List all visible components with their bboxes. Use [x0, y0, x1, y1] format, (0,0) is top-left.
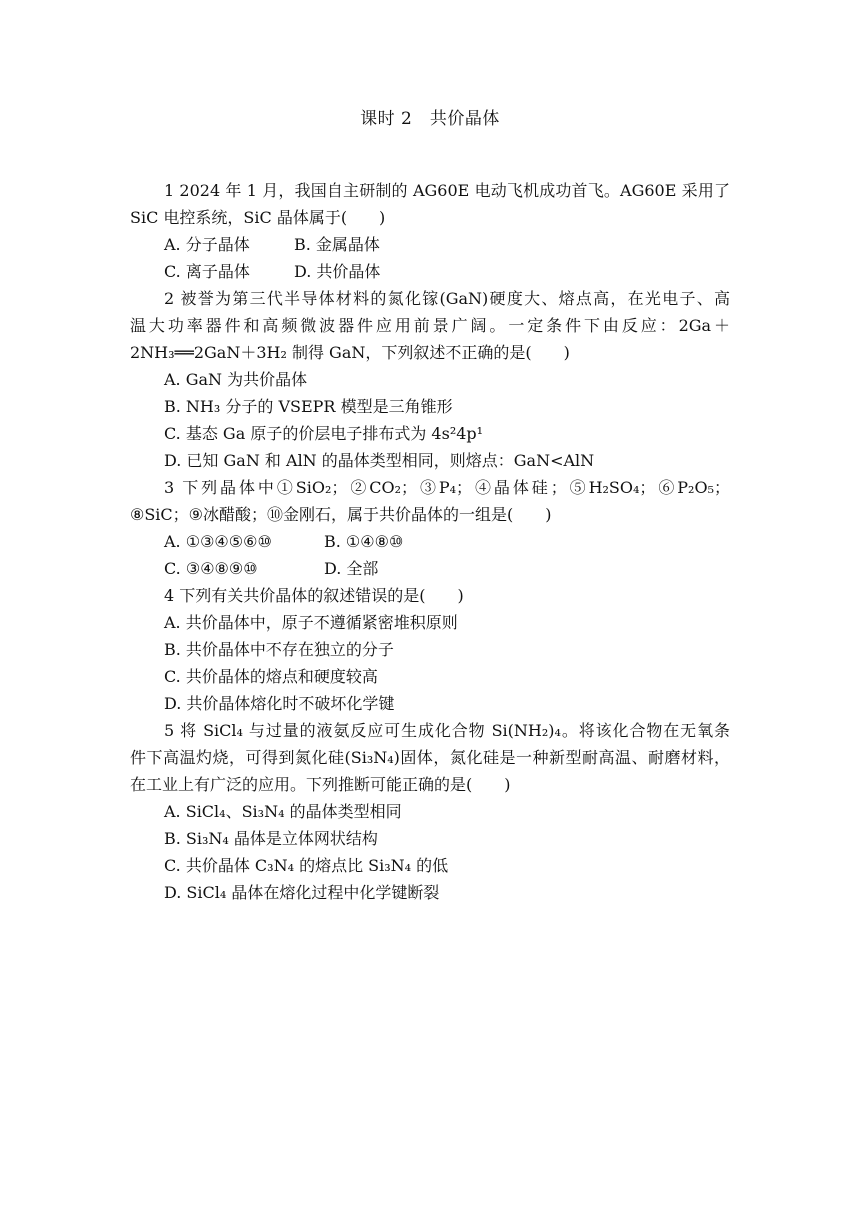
question-3-options-row-1 [130, 528, 730, 555]
question-1-options-row-2 [130, 258, 730, 285]
question-1-option-c: C. 离子晶体 [164, 262, 250, 281]
question-5-stem-line-3: 在工业上有广泛的应用。下列推断可能正确的是( ) [130, 775, 511, 794]
question-2-stem-line-2: 温大功率器件和高频微波器件应用前景广阔。一定条件下由反应：2Ga＋ [130, 316, 730, 335]
question-5-option-d: D. SiCl₄ 晶体在熔化过程中化学键断裂 [164, 883, 440, 902]
question-5-option-a: A. SiCl₄、Si₃N₄ 的晶体类型相同 [164, 802, 402, 821]
page-title: 课时 2 共价晶体 [360, 109, 500, 129]
question-1-option-d: D. 共价晶体 [294, 262, 381, 281]
question-3-option-a: A. ①③④⑤⑥⑩ [164, 532, 272, 551]
question-2-option-c: C. 基态 Ga 原子的价层电子排布式为 4s²4p¹ [164, 424, 484, 443]
question-3-stem-line-1: 3 下列晶体中①SiO₂；②CO₂；③P₄；④晶体硅；⑤H₂SO₄；⑥P₂O₅； [164, 478, 730, 497]
question-3-options-row-2 [130, 555, 730, 582]
question-4-stem-line-1: 4 下列有关共价晶体的叙述错误的是( ) [164, 586, 464, 605]
question-4-option-c: C. 共价晶体的熔点和硬度较高 [164, 667, 378, 686]
question-3-option-d: D. 全部 [324, 559, 379, 578]
question-2-option-b: B. NH₃ 分子的 VSEPR 模型是三角锥形 [164, 397, 453, 416]
question-1-options-row-1 [130, 231, 730, 258]
question-5-option-c: C. 共价晶体 C₃N₄ 的熔点比 Si₃N₄ 的低 [164, 856, 449, 875]
question-2-stem-line-1: 2 被誉为第三代半导体材料的氮化镓(GaN)硬度大、熔点高，在光电子、高 [164, 289, 730, 308]
question-list [130, 177, 730, 906]
question-3-option-b: B. ①④⑧⑩ [324, 532, 404, 551]
question-2-option-a: A. GaN 为共价晶体 [164, 370, 308, 389]
question-5-option-b: B. Si₃N₄ 晶体是立体网状结构 [164, 829, 378, 848]
question-5-stem-line-2: 件下高温灼烧，可得到氮化硅(Si₃N₄)固体，氮化硅是一种新型耐高温、耐磨材料， [130, 748, 730, 767]
question-4-option-b: B. 共价晶体中不存在独立的分子 [164, 640, 394, 659]
question-2-option-d: D. 已知 GaN 和 AlN 的晶体类型相同，则熔点：GaN<AlN [164, 451, 595, 470]
question-1-option-b: B. 金属晶体 [294, 235, 380, 254]
question-1-stem-line-2: SiC 电控系统，SiC 晶体属于( ) [130, 208, 386, 227]
question-3-stem-line-2: ⑧SiC；⑨冰醋酸；⑩金刚石，属于共价晶体的一组是( ) [130, 505, 552, 524]
question-2-stem-line-3: 2NH₃══2GaN＋3H₂ 制得 GaN，下列叙述不正确的是( ) [130, 343, 570, 362]
question-5 [130, 717, 730, 906]
question-5-stem-line-1: 5 将 SiCl₄ 与过量的液氨反应可生成化合物 Si(NH₂)₄。将该化合物在无氧条 [164, 721, 730, 740]
question-3 [130, 474, 730, 582]
question-4-option-a: A. 共价晶体中，原子不遵循紧密堆积原则 [164, 613, 458, 632]
question-3-option-c: C. ③④⑧⑨⑩ [164, 559, 258, 578]
question-1 [130, 177, 730, 285]
question-1-option-a: A. 分子晶体 [164, 235, 250, 254]
question-2 [130, 285, 730, 474]
question-1-stem-line-1: 1 2024 年 1 月，我国自主研制的 AG60E 电动飞机成功首飞。AG60E 采用了 [164, 181, 730, 200]
question-4-option-d: D. 共价晶体熔化时不破坏化学键 [164, 694, 395, 713]
question-4 [130, 582, 730, 717]
